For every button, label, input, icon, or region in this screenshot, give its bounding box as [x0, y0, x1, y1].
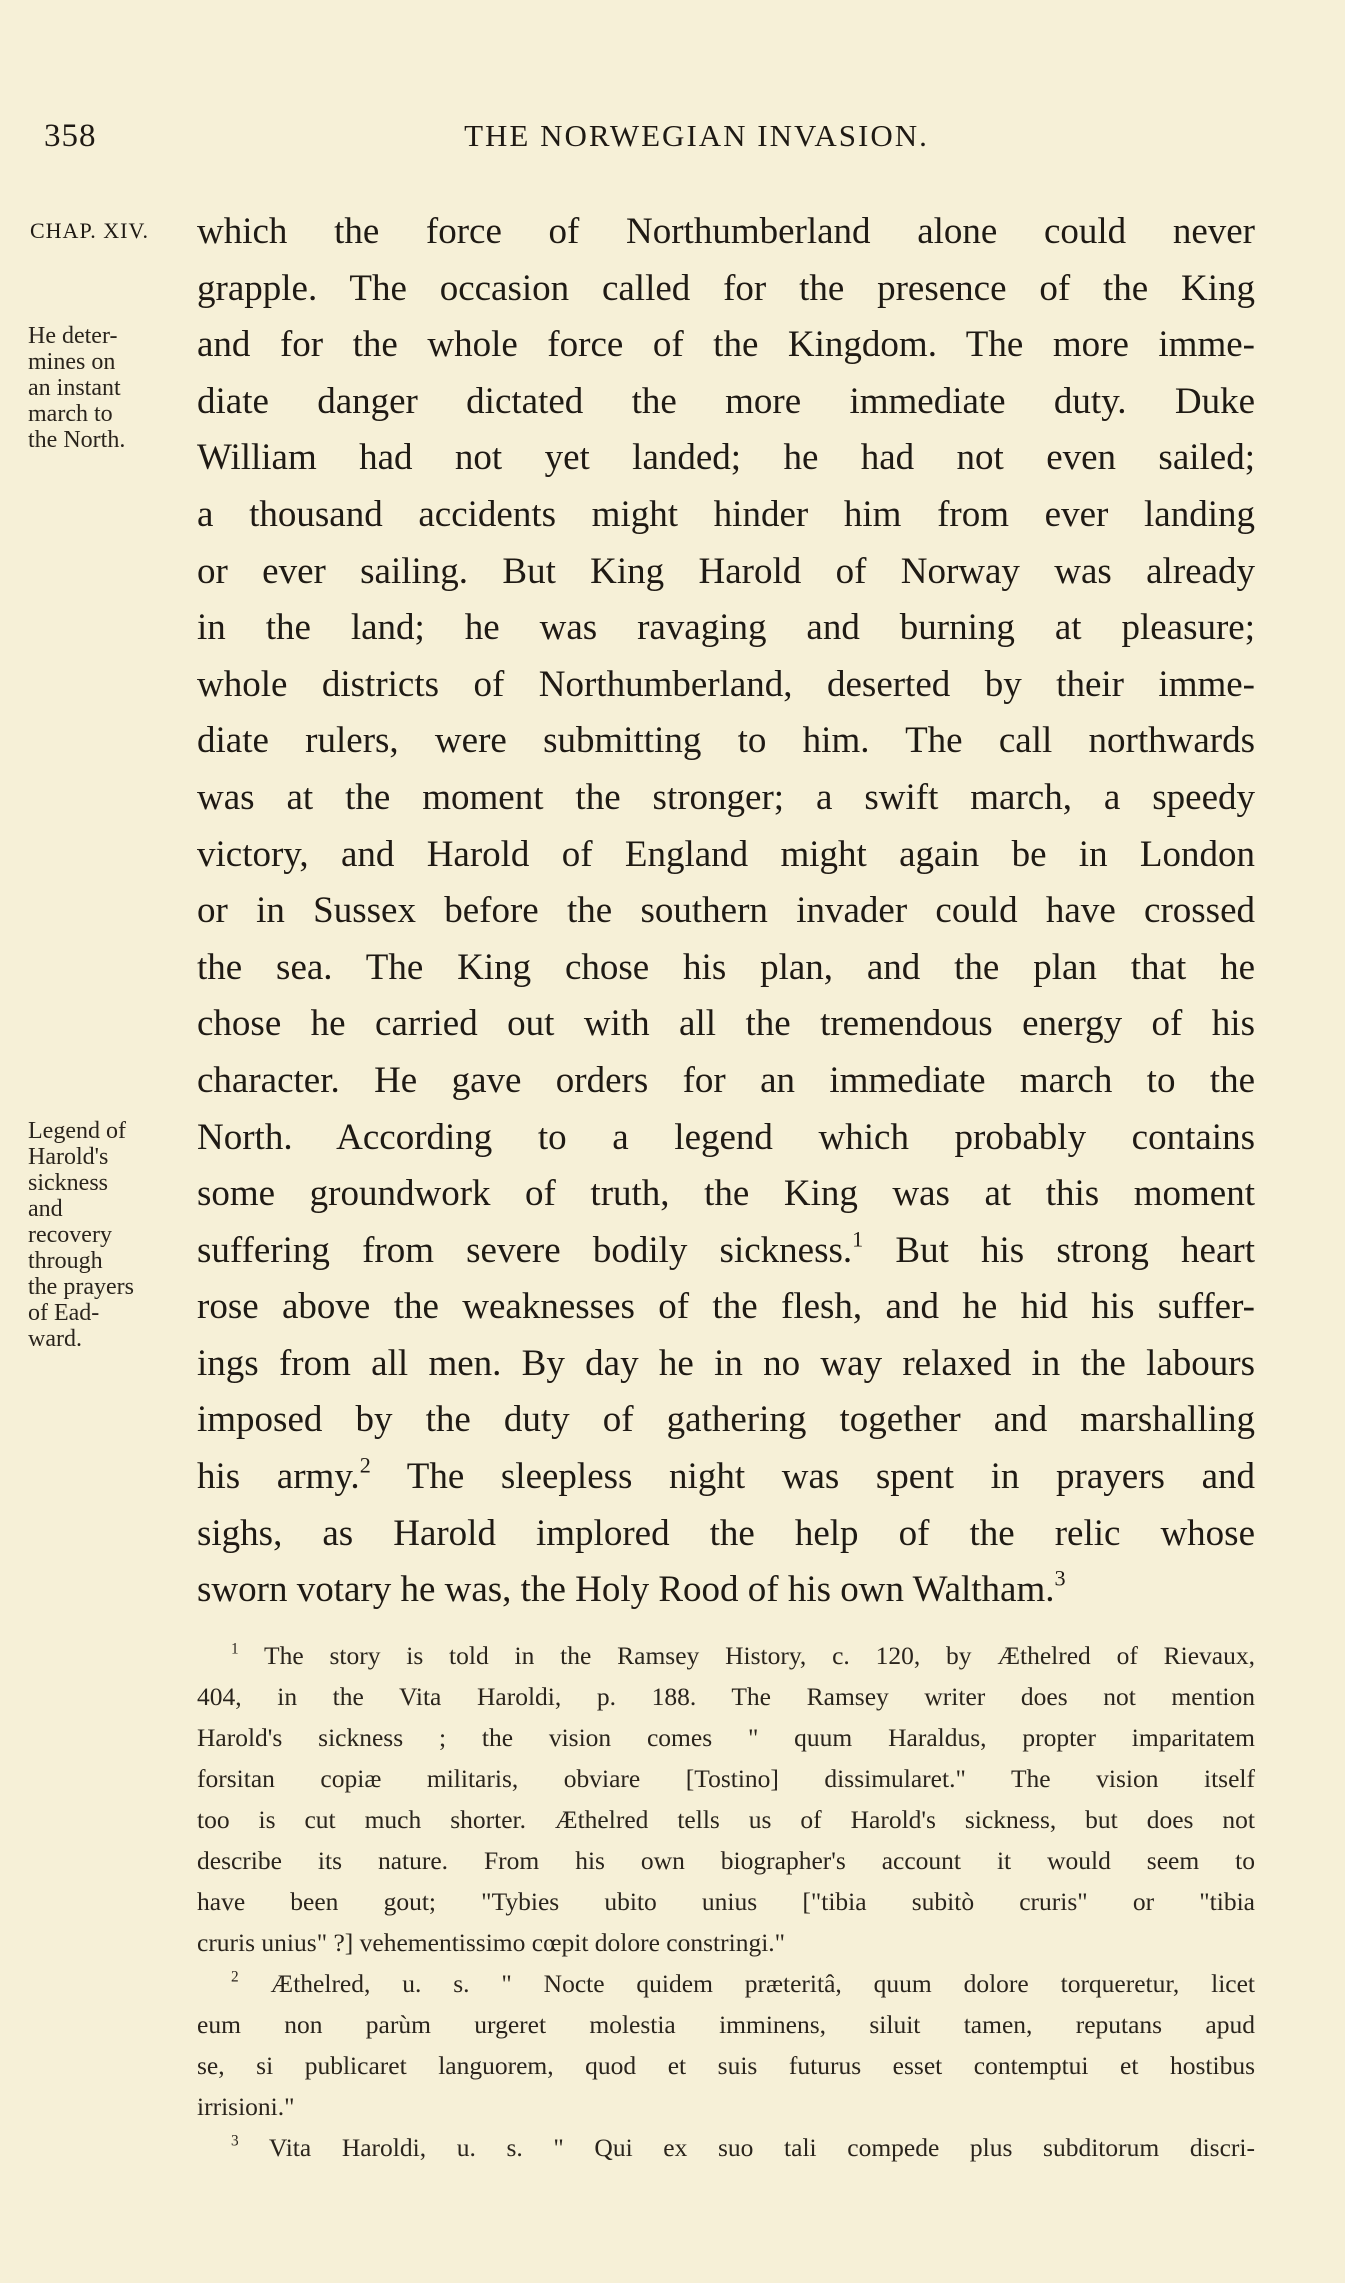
body-line: whole districts of Northumberland, deserted by their imme- [197, 663, 1255, 705]
margin-line: recovery [28, 1222, 112, 1248]
body-line: the sea. The King chose his plan, and the plan that he [197, 946, 1255, 988]
body-line: a thousand accidents might hinder him from ever landing [197, 493, 1255, 535]
margin-line: an instant [28, 375, 121, 401]
margin-line: He deter- [28, 323, 118, 349]
margin-line: the prayers [28, 1274, 134, 1300]
footnote-line: irrisioni." [197, 2092, 295, 2121]
page-header [44, 118, 1269, 158]
margin-line: Harold's [28, 1144, 109, 1170]
body-line: was at the moment the stronger; a swift march, a speedy [197, 776, 1255, 818]
margin-line: and [28, 1196, 63, 1222]
body-line [197, 1562, 1255, 1619]
margin-line: through [28, 1248, 103, 1274]
footnote-line: forsitan copiæ militaris, obviare [Tostino] dissimularet." The vision itself [197, 1764, 1255, 1793]
footnote-marker: 3 [231, 2132, 239, 2150]
footnote-line [197, 2127, 1255, 2168]
footnote-marker: 2 [231, 1968, 239, 1986]
body-line: which the force of Northumberland alone could never [197, 211, 1255, 252]
body-line: chose he carried out with all the tremendous energy of his [197, 1003, 1255, 1045]
body-line: or in Sussex before the southern invader could have crossed [197, 890, 1255, 932]
margin-note-legend [28, 1118, 198, 1352]
body-line: grapple. The occasion called for the presence of the King [197, 267, 1255, 309]
footnote-line: cruris unius" ?] vehementissimo cœpit dolore constringi." [197, 1928, 786, 1957]
footnote-ref[interactable]: 2 [359, 1452, 371, 1478]
running-title: THE NORWEGIAN INVASION. [464, 118, 929, 153]
footnote-text: Æthelred, u. s. " Nocte quidem præteritâ, quum dolore torqueretur, licet [270, 1969, 1255, 1998]
body-line: victory, and Harold of England might again be in London [197, 833, 1255, 875]
footnote-text: The story is told in the Ramsey History, c. 120, by Æthelred of Rievaux, [264, 1641, 1255, 1670]
body-line: William had not yet landed; he had not even sailed; [197, 437, 1255, 479]
body-line: diate rulers, were submitting to him. The call northwards [197, 720, 1255, 762]
footnote-ref[interactable]: 1 [852, 1226, 864, 1252]
footnote-line: se, si publicaret languorem, quod et suis futurus esset contemptui et hostibus [197, 2051, 1255, 2080]
body-line: in the land; he was ravaging and burning at pleasure; [197, 607, 1255, 649]
body-line: North. According to a legend which probably contains [197, 1116, 1255, 1158]
body-line: and for the whole force of the Kingdom. The more imme- [197, 324, 1255, 366]
footnote-line: have been gout; "Tybies ubito unius ["tibia subitò cruris" or "tibia [197, 1887, 1255, 1916]
margin-line: march to [28, 401, 113, 427]
footnote-line: too is cut much shorter. Æthelred tells us of Harold's sickness, but does not [197, 1805, 1255, 1834]
body-segment: The sleepless night was spent in prayers and [370, 1456, 1255, 1498]
margin-note-north [28, 323, 198, 453]
margin-line: sickness [28, 1170, 108, 1196]
body-line: sighs, as Harold implored the help of the relic whose [197, 1512, 1255, 1554]
footnote-line: 404, in the Vita Haroldi, p. 188. The Ramsey writer does not mention [197, 1682, 1255, 1711]
margin-line: mines on [28, 349, 116, 375]
body-line [197, 1223, 1255, 1280]
body-line: some groundwork of truth, the King was at this moment [197, 1173, 1255, 1215]
body-line: character. He gave orders for an immediate march to the [197, 1059, 1255, 1101]
margin-line: Legend of [28, 1118, 126, 1144]
footnote-marker: 1 [231, 1640, 239, 1658]
page-number: 358 [44, 118, 97, 154]
footnote-line: eum non parùm urgeret molestia imminens, siluit tamen, reputans apud [197, 2010, 1255, 2039]
chapter-label: CHAP. XIV. [30, 218, 150, 243]
body-line: ings from all men. By day he in no way relaxed in the labours [197, 1342, 1255, 1384]
footnotes [197, 1635, 1255, 2168]
body-text [197, 204, 1255, 1619]
body-segment: sworn votary he was, the Holy Rood of his own Waltham. [197, 1569, 1055, 1611]
body-segment: suffering from severe bodily sickness. [197, 1229, 853, 1271]
footnote-line: Harold's sickness ; the vision comes " quum Haraldus, propter imparitatem [197, 1723, 1255, 1752]
body-segment: But his strong heart [863, 1229, 1255, 1271]
footnote-line [197, 1635, 1255, 1676]
body-line: or ever sailing. But King Harold of Norway was already [197, 550, 1255, 592]
footnote-ref[interactable]: 3 [1054, 1565, 1066, 1591]
body-line [197, 1449, 1255, 1506]
footnote-line [197, 1963, 1255, 2004]
footnote-text: Vita Haroldi, u. s. " Qui ex suo tali compede plus subditorum discri- [268, 2133, 1255, 2162]
margin-line: the North. [28, 427, 126, 453]
body-line: imposed by the duty of gathering together and marshalling [197, 1399, 1255, 1441]
footnote-line: describe its nature. From his own biographer's account it would seem to [197, 1846, 1255, 1875]
margin-line: of Ead- [28, 1300, 100, 1326]
margin-line: ward. [28, 1326, 82, 1352]
body-line: rose above the weaknesses of the flesh, and he hid his suffer- [197, 1286, 1255, 1328]
body-line: diate danger dictated the more immediate duty. Duke [197, 380, 1255, 422]
body-segment: his army. [197, 1456, 360, 1498]
